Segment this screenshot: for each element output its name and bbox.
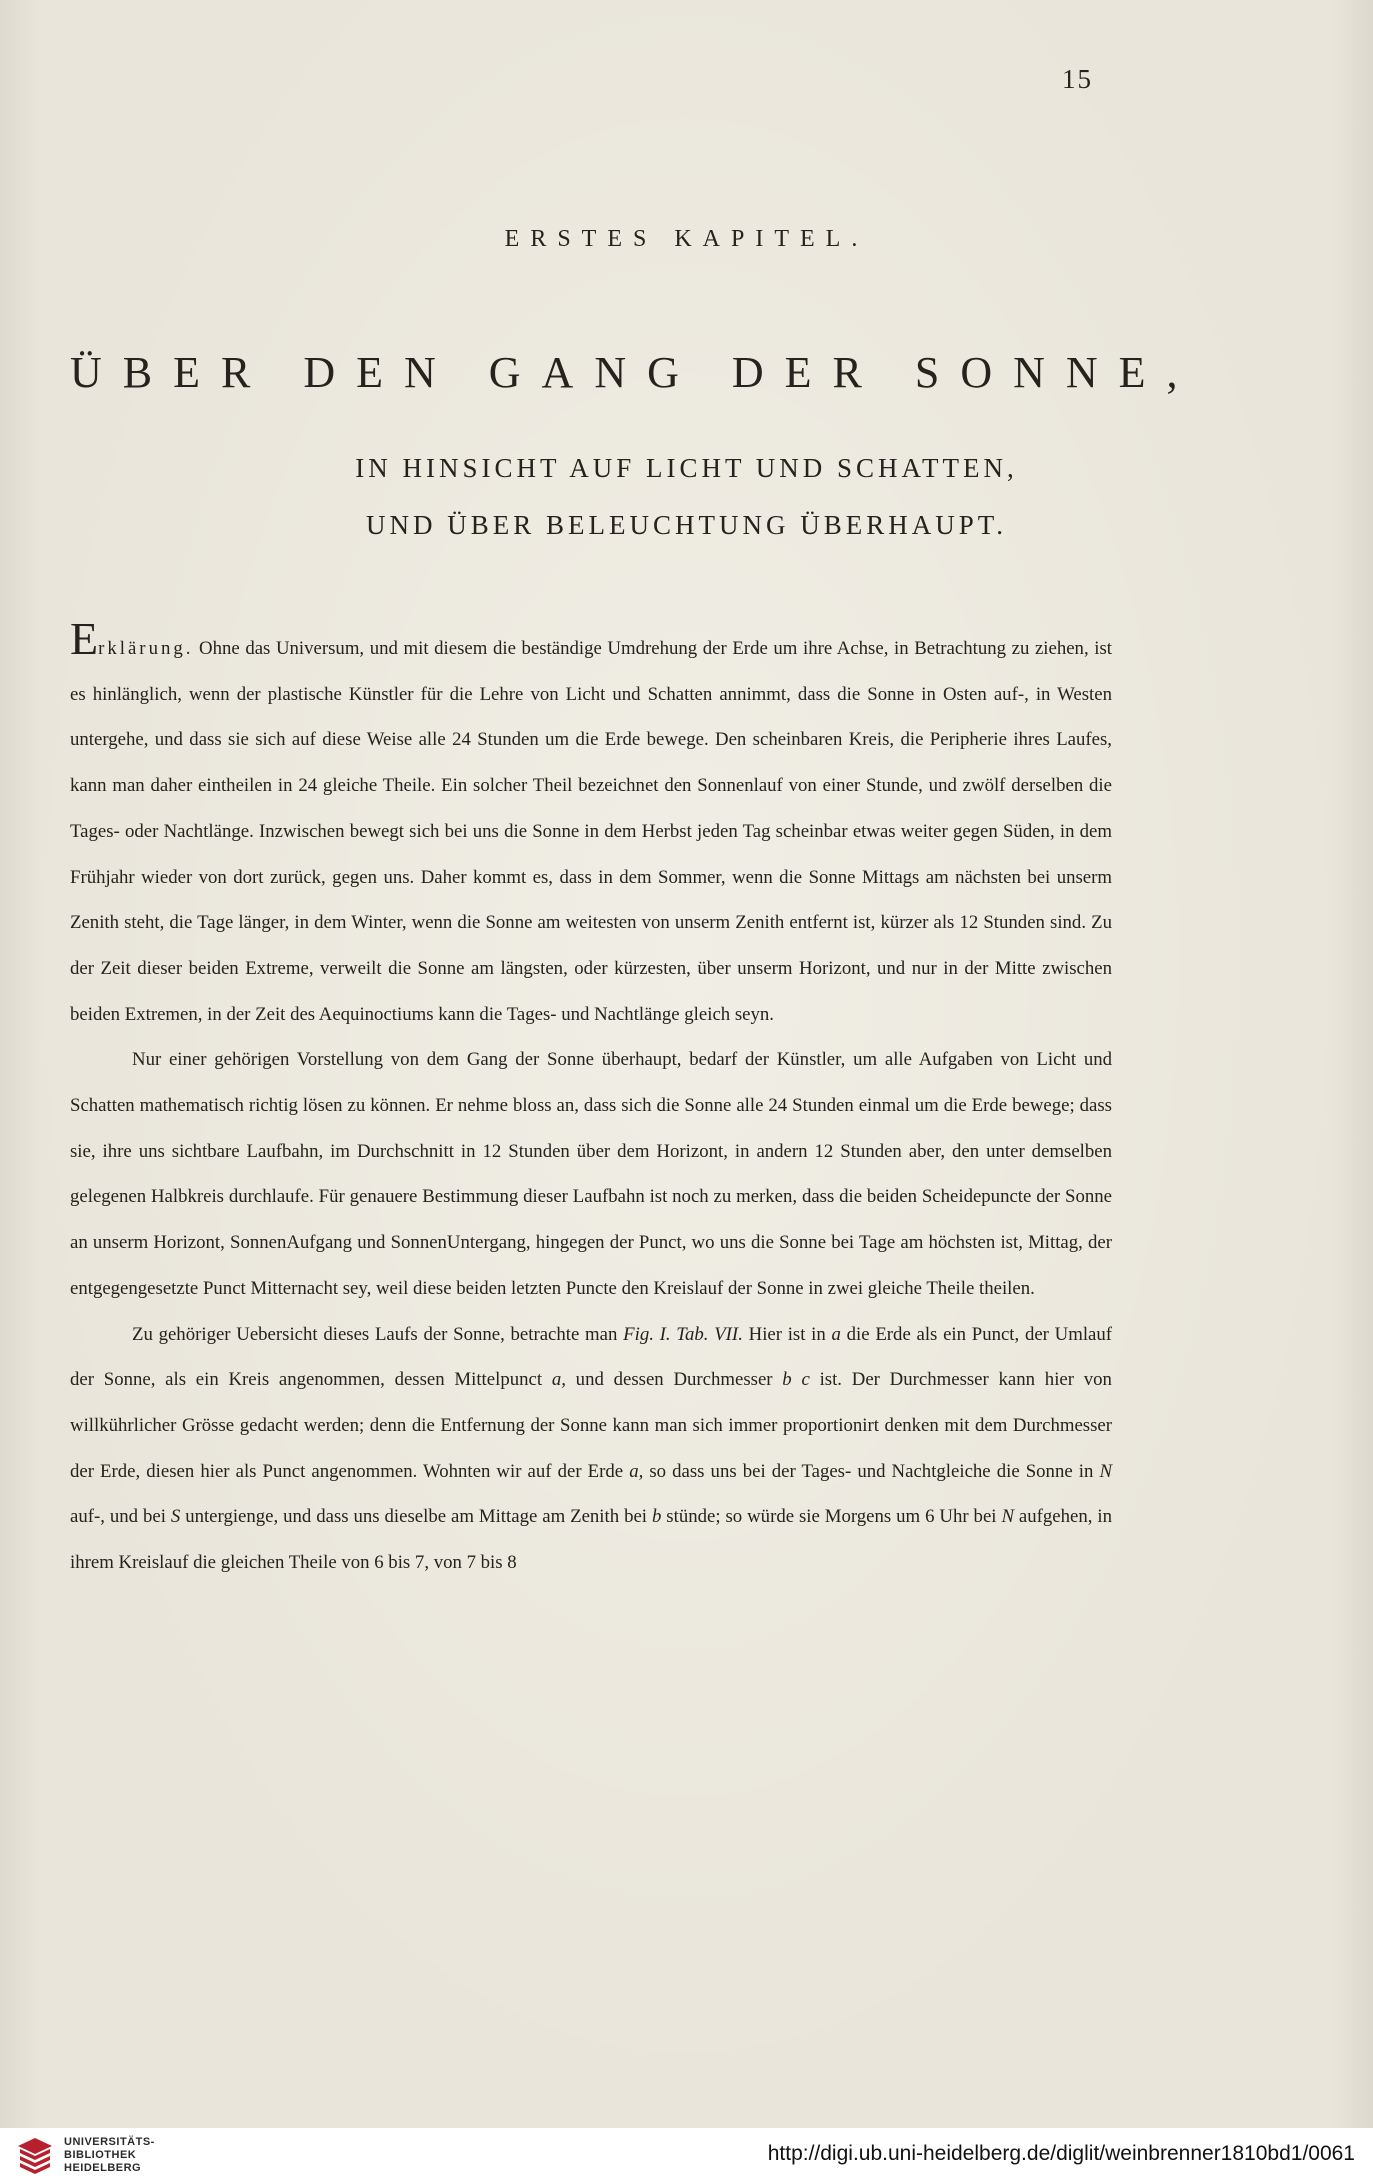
page-number: 15 xyxy=(1062,64,1093,94)
paragraph-3-text-c: die Erde als ein Punct, der Umlauf der Sonne, als ein Kreis angenommen, dessen Mittelpunct xyxy=(70,1323,1113,1391)
paragraph-1-text: Ohne das Universum, und mit diesem die beständige Umdrehung der Erde um ihre Achse, in Betrachtung zu ziehen, ist es hinlänglich, wenn der plastische Künstler für die Lehre von Licht und Schatten annimmt, dass die Sonne in Osten auf-, in Westen untergehe, und dass sie sich auf diese Weise alle 24 Stunden um die Erde bewege. Den scheinbaren Kreis, die Peripherie ihres Laufes, kann man daher eintheilen in 24 gleiche Theile. Ein solcher Theil bezeichnet den Sonnenlauf von einer Stunde, und zwölf derselben die Tages- oder Nachtlänge. Inzwischen bewegt sich bei uns die Sonne in dem Herbst jeden Tag scheinbar etwas weiter gegen Süden, in dem Frühjahr wieder von dort zurück, gegen uns. Daher kommt es, dass in dem Sommer, wenn die Sonne Mittags am nächsten bei unserm Zenith steht, die Tage länger, in dem Winter, wenn die Sonne am weitesten von unserm Zenith entfernt ist, kürzer als 12 Stunden sind. Zu der Zeit dieser beiden Extreme, verweilt die Sonne am längsten, oder kürzesten, über unserm Horizont, und nur in der Mitte zwischen beiden Extremen, in der Zeit des Aequinoctiums kann die Tages- und Nachtlänge gleich seyn. xyxy=(70,638,1112,1025)
paragraph-3-text-h: untergienge, und dass uns dieselbe am Mittage am Zenith bei xyxy=(185,1506,648,1528)
university-library-logo-icon[interactable] xyxy=(16,2136,54,2174)
variable-b: b xyxy=(651,1506,662,1528)
viewer-footer xyxy=(0,2128,1373,2179)
paragraph-2-text: Nur einer gehörigen Vorstellung von dem Gang der Sonne überhaupt, bedarf der Künstler, um alle Aufgaben von Licht und Schatten mathematisch richtig lösen zu können. Er nehme bloss an, dass sich die Sonne alle 24 Stunden einmal um die Erde bewege; dass sie, ihre uns sichtbare Laufbahn, im Durchschnitt in 12 Stunden über dem Horizont, in andern 12 Stunden aber, den unter demselben gelegenen Halbkreis durchlaufe. Für genauere Bestimmung dieser Laufbahn ist noch zu merken, dass die beiden Scheidepuncte der Sonne an unserm Horizont, SonnenAufgang und SonnenUntergang, hingegen der Punct, wo uns die Sonne bei Tage am höchsten ist, Mittag, der entgegengesetzte Punct Mitternacht sey, weil diese beiden letzten Puncte den Kreislauf der Sonne in zwei gleiche Theile theilen. xyxy=(70,1049,1112,1299)
definition-lead: rklärung. xyxy=(98,638,194,659)
library-name-line-3: HEIDELBERG xyxy=(64,2162,142,2174)
page-title: ÜBER DEN GANG DER SONNE, xyxy=(70,348,1199,397)
library-name-line-1: UNIVERSITÄTS- xyxy=(64,2136,155,2148)
subtitle-line-2: UND ÜBER BELEUCHTUNG ÜBERHAUPT. xyxy=(366,510,1007,540)
library-name[interactable] xyxy=(64,2136,155,2175)
body-text xyxy=(70,613,1113,1586)
paragraph-2 xyxy=(70,1037,1112,1311)
variable-bc: b c xyxy=(782,1369,810,1391)
variable-a: a xyxy=(831,1323,841,1345)
paragraph-3-text-j: aufgehen, in ihrem Kreislauf die gleichen Theile von 6 bis 7, von 7 bis 8 xyxy=(70,1506,1112,1574)
paragraph-3 xyxy=(70,1312,1112,1586)
library-name-line-2: BIBLIOTHEK xyxy=(64,2149,137,2161)
paragraph-3-text-d: und dessen Durchmesser xyxy=(575,1369,773,1391)
chapter-label: ERSTES KAPITEL. xyxy=(504,226,869,252)
paragraph-3-text-a: Zu gehöriger Uebersicht dieses Laufs der Sonne, betrachte man xyxy=(132,1323,618,1345)
paragraph-3-text-g: auf-, und bei xyxy=(70,1506,166,1528)
drop-cap: E xyxy=(70,613,99,664)
permalink-url[interactable]: http://digi.ub.uni-heidelberg.de/diglit/weinbrenner1810bd1/0061 xyxy=(767,2142,1355,2165)
figure-reference: Fig. I. Tab. VII. xyxy=(623,1323,743,1345)
variable-a-3: a, xyxy=(629,1460,644,1482)
paragraph-3-text-b: Hier ist in xyxy=(748,1323,826,1345)
variable-a-2: a, xyxy=(551,1369,566,1391)
variable-n-2: N xyxy=(1001,1506,1014,1528)
variable-n: N xyxy=(1099,1460,1112,1482)
subtitle-line-1: IN HINSICHT AUF LICHT UND SCHATTEN, xyxy=(355,453,1018,483)
paragraph-3-text-i: stünde; so würde sie Morgens um 6 Uhr bei xyxy=(666,1506,997,1528)
paragraph-3-text-e: ist. Der Durchmesser kann hier von willkührlicher Grösse gedacht werden; denn die Entfernung der Sonne kann man sich immer proportionirt denken mit dem Durchmesser der Erde, diesen hier als Punct angenommen. Wohnten wir auf der Erde xyxy=(70,1369,1112,1482)
paragraph-1 xyxy=(70,613,1112,1037)
variable-s: S xyxy=(170,1506,181,1528)
paragraph-3-text-f: so dass uns bei der Tages- und Nachtgleiche die Sonne in xyxy=(649,1460,1094,1482)
